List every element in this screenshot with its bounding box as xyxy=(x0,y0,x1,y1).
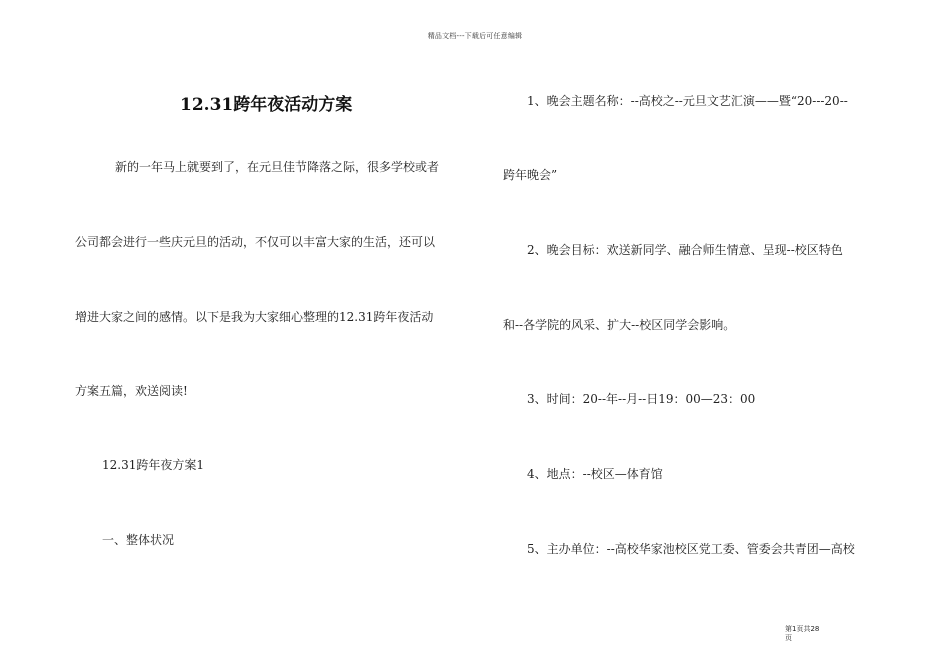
page-number: 第1页共28页 xyxy=(785,625,820,642)
paragraph-line: 5、主办单位：--高校华家池校区党工委、管委会共青团—高校 xyxy=(527,542,855,556)
section-heading: 一、整体状况 xyxy=(102,533,175,547)
paragraph-line: 增进大家之间的感情。以下是我为大家细心整理的12.31跨年夜活动 xyxy=(75,310,434,324)
document-title: 12.31跨年夜活动方案 xyxy=(180,95,353,115)
paragraph-line: 跨年晚会” xyxy=(503,168,558,182)
paragraph-line: 3、时间：20--年--月--日19：00—23：00 xyxy=(527,392,756,406)
paragraph-line: 1、晚会主题名称：--高校之--元旦文艺汇演——暨“20---20-- xyxy=(527,94,848,108)
paragraph-line: 4、地点：--校区—体育馆 xyxy=(527,467,663,481)
paragraph-line: 公司都会进行一些庆元旦的活动，不仅可以丰富大家的生活，还可以 xyxy=(75,235,436,249)
paragraph-line: 和--各学院的风采、扩大--校区同学会影响。 xyxy=(503,318,736,332)
section-heading: 12.31跨年夜方案1 xyxy=(102,458,204,472)
paragraph-line: 方案五篇，欢送阅读! xyxy=(75,384,188,398)
paragraph-line: 新的一年马上就要到了，在元旦佳节降落之际，很多学校或者 xyxy=(115,160,440,174)
paragraph-line: 2、晚会目标：欢送新同学、融合师生情意、呈现--校区特色 xyxy=(527,243,843,257)
page-header-watermark: 精品文档---下载后可任意编辑 xyxy=(427,32,523,40)
